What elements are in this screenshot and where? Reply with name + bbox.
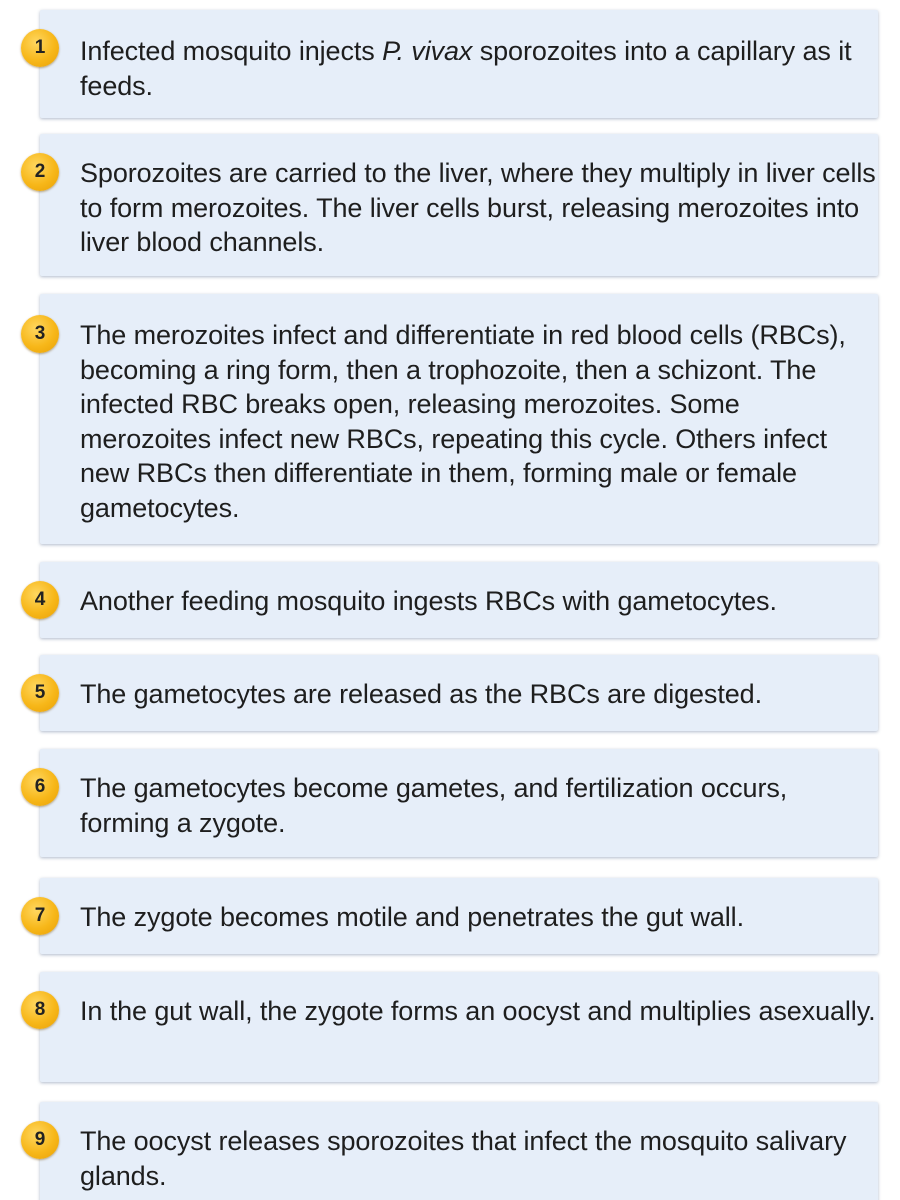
step-2 (0, 134, 900, 276)
step-text: Sporozoites are carried to the liver, where they multiply in liver cells to form merozoites. The liver cells burst, releasing merozoites into liver blood channels. (80, 158, 876, 257)
step-number-badge: 4 (21, 581, 59, 619)
step-3 (0, 294, 900, 544)
species-name: P. vivax (382, 36, 473, 66)
step-text: The oocyst releases sporozoites that infect the mosquito salivary glands. (80, 1126, 847, 1191)
step-number-badge: 6 (21, 768, 59, 806)
step-number-badge: 8 (21, 991, 59, 1029)
step-text: The merozoites infect and differentiate in red blood cells (RBCs), becoming a ring form, then a trophozoite, then a schizont. The infected RBC breaks open, releasing merozoites. Some merozoites infect new RBCs, repeating this cycle. Others infect new RBCs then differentiate in them, forming male or female gametocytes. (80, 320, 846, 523)
step-number-badge: 2 (21, 153, 59, 191)
step-text: Another feeding mosquito ingests RBCs with gametocytes. (80, 586, 777, 616)
step-text: In the gut wall, the zygote forms an oocyst and multiplies asexually. (80, 996, 876, 1026)
step-number-badge: 1 (21, 29, 59, 67)
step-number-badge: 7 (21, 897, 59, 935)
step-number-badge: 9 (21, 1121, 59, 1159)
step-4 (0, 562, 900, 638)
step-text-part: Infected mosquito injects (80, 36, 383, 66)
step-text: The gametocytes are released as the RBCs are digested. (80, 679, 762, 709)
step-text: The zygote becomes motile and penetrates the gut wall. (80, 902, 744, 932)
step-number-badge: 3 (21, 315, 59, 353)
step-text-part: sporozoites into a capillary as it feeds. (80, 36, 852, 101)
step-text (80, 34, 876, 103)
step-9 (0, 1102, 900, 1200)
step-text: The gametocytes become gametes, and fertilization occurs, forming a zygote. (80, 773, 788, 838)
step-1 (0, 10, 900, 118)
step-5 (0, 655, 900, 731)
step-number-badge: 5 (21, 674, 59, 712)
step-6 (0, 749, 900, 857)
step-7 (0, 878, 900, 954)
step-8 (0, 972, 900, 1082)
